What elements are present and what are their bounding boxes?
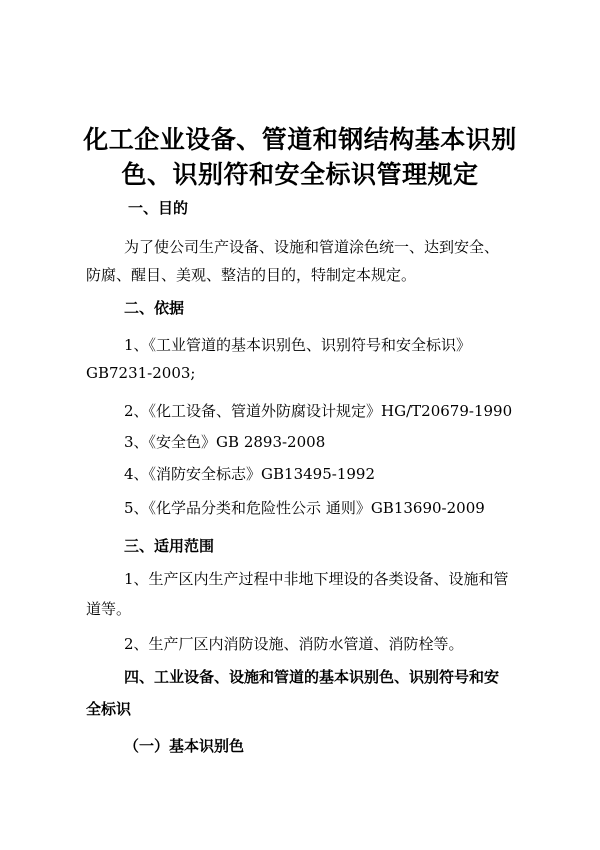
document-title-line2: 色、识别符和安全标识管理规定 (121, 160, 479, 189)
section2-heading: 二、依据 (124, 299, 185, 317)
section3-item1-line1: 1、生产区内生产过程中非地下埋设的各类设备、设施和管 (124, 570, 509, 588)
section3-item2: 2、生产厂区内消防设施、消防水管道、消防栓等。 (124, 635, 464, 653)
document-title-line1: 化工企业设备、管道和钢结构基本识别 (83, 125, 517, 154)
section2-item: 3、《安全色》GB 2893-2008 (124, 433, 326, 451)
section4-heading-line1: 四、工业设备、设施和管道的基本识别色、识别符号和安 (124, 668, 500, 686)
section2-item: 5、《化学品分类和危险性公示 通则》GB13690-2009 (124, 499, 485, 517)
section3-item1-line2: 道等。 (86, 600, 132, 618)
section1-para-line2: 防腐、醒目、美观、整洁的目的，特制定本规定。 (86, 266, 417, 284)
section2-item: 1、《工业管道的基本识别色、识别符号和安全标识》 (124, 336, 472, 354)
section4-heading-line2: 全标识 (86, 700, 132, 718)
section3-heading: 三、适用范围 (124, 537, 215, 555)
section1-heading: 一、目的 (128, 199, 189, 217)
section2-item: 4、《消防安全标志》GB13495-1992 (124, 465, 376, 483)
section4-subheading: （一）基本识别色 (124, 737, 245, 755)
section2-item: 2、《化工设备、管道外防腐设计规定》HG/T20679-1990 (124, 402, 513, 420)
section2-item: GB7231-2003; (86, 364, 196, 382)
section1-para-line1: 为了使公司生产设备、设施和管道涂色统一、达到安全、 (124, 238, 500, 256)
